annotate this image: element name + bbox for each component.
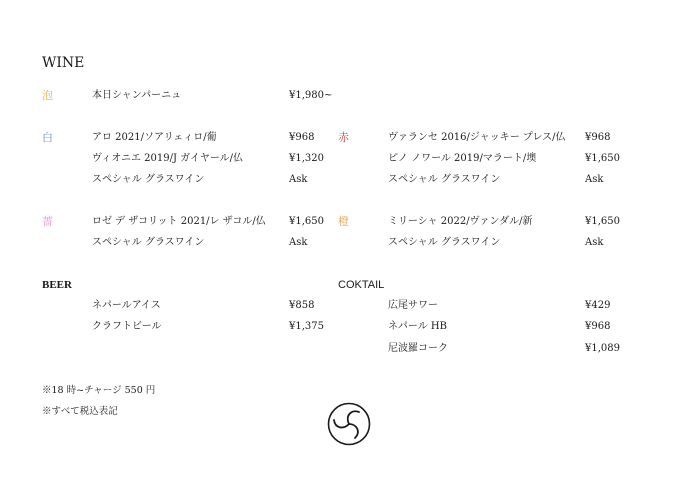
beer-title: BEER — [42, 279, 72, 291]
menu-item-price: Ask — [585, 174, 604, 185]
menu-item-price: Ask — [289, 237, 308, 248]
menu-item-name: ヴィオニエ 2019/J ガイヤール/仏 — [92, 153, 244, 164]
menu-item-name: アロ 2021/ソアリェィロ/葡 — [92, 132, 217, 143]
menu-item-price: ¥1,650 — [585, 153, 620, 164]
menu-item-price: Ask — [585, 237, 604, 248]
menu-item-name: ロゼ デ ザコリット 2021/レ ザコル/仏 — [92, 216, 266, 227]
menu-item-price: ¥1,089 — [585, 343, 620, 354]
menu-item-name: 尼波羅コーク — [388, 343, 448, 354]
menu-item-price: ¥968 — [585, 132, 611, 143]
tax-note: ※すべて税込表記 — [42, 406, 118, 417]
menu-item-name: スペシャル グラスワイン — [388, 237, 501, 248]
menu-item-name: ネパールアイス — [92, 300, 161, 311]
tomoe-circle-logo-icon — [327, 402, 371, 446]
cocktail-title: COKTAIL — [338, 279, 385, 291]
menu-item-price: ¥1,980~ — [289, 90, 333, 101]
menu-item-name: ピノ ノワール 2019/マラート/墺 — [388, 153, 537, 164]
category-sparkling: 泡 — [42, 89, 53, 102]
category-red: 赤 — [338, 131, 349, 144]
menu-item-name: スペシャル グラスワイン — [388, 174, 501, 185]
charge-note: ※18 時~チャージ 550 円 — [42, 385, 156, 396]
category-white: 白 — [42, 131, 53, 144]
menu-item-name: スペシャル グラスワイン — [92, 237, 205, 248]
menu-item-name: 本日シャンパーニュ — [92, 90, 182, 101]
menu-item-name: ヴァランセ 2016/ジャッキー プレス/仏 — [388, 132, 566, 143]
menu-item-name: クラフトビール — [92, 321, 162, 332]
menu-item-price: ¥858 — [289, 300, 315, 311]
category-orange: 橙 — [338, 215, 349, 228]
menu-item-price: ¥429 — [585, 300, 611, 311]
menu-item-name: 広尾サワー — [388, 300, 438, 311]
menu-item-name: スペシャル グラスワイン — [92, 174, 205, 185]
menu-item-price: Ask — [289, 174, 308, 185]
menu-item-price: ¥1,650 — [585, 216, 620, 227]
menu-item-price: ¥968 — [585, 321, 611, 332]
menu-item-price: ¥1,320 — [289, 153, 324, 164]
menu-item-price: ¥968 — [289, 132, 315, 143]
wine-title: WINE — [42, 55, 85, 71]
menu-item-name: ネパール HB — [388, 321, 447, 332]
category-rose: 薔 — [42, 215, 53, 228]
menu-item-price: ¥1,375 — [289, 321, 324, 332]
menu-item-name: ミリーシャ 2022/ヴァンダル/新 — [388, 216, 533, 227]
menu-item-price: ¥1,650 — [289, 216, 324, 227]
